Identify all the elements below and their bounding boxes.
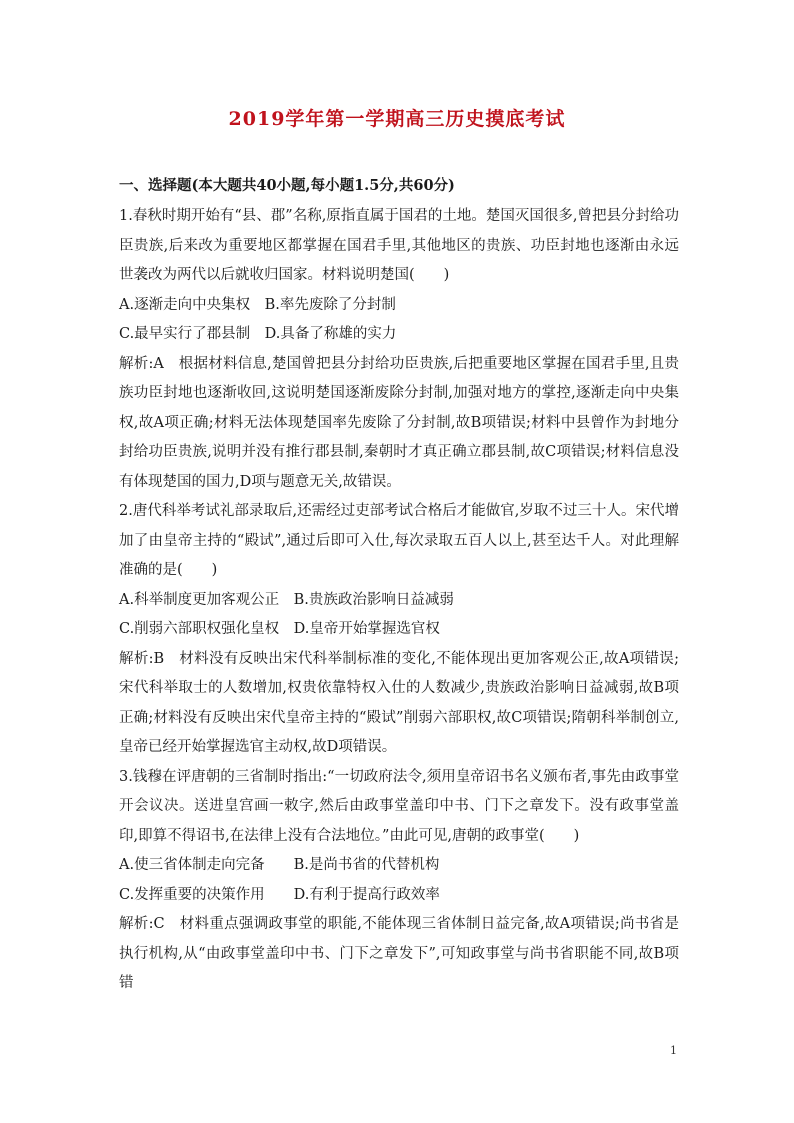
analysis-text: 解析:C 材料重点强调政事堂的职能,不能体现三省体制日益完备,故A项错误;尚书省是执行机构,从“由政事堂盖印中书、门下之章发下”,可知政事堂与尚书省职能不同,故B项错 — [119, 916, 679, 991]
question-3 — [119, 763, 679, 999]
options-line: A.科举制度更加客观公正 B.贵族政治影响日益减弱 — [119, 591, 454, 608]
question-1 — [119, 202, 679, 497]
options-line: C.发挥重要的决策作用 D.有利于提高行政效率 — [119, 886, 440, 903]
question-stem: 3.钱穆在评唐朝的三省制时指出:“一切政府法令,须用皇帝诏书名义颁布者,事先由政事堂开会议决。送进皇宫画一敕字,然后由政事堂盖印中书、门下之章发下。没有政事堂盖印,即算不得诏书,在法律上没有合法地位。”由此可见,唐朝的政事堂( ) — [119, 768, 679, 844]
question-2 — [119, 497, 679, 763]
options-line: C.最早实行了郡县制 D.具备了称雄的实力 — [119, 326, 397, 342]
question-stem: 1.春秋时期开始有“县、郡”名称,原指直属于国君的土地。楚国灭国很多,曾把县分封给功臣贵族,后来改为重要地区都掌握在国君手里,其他地区的贵族、功臣封地也逐渐由永远世袭改为两代以后就收归国家。材料说明楚国( ) — [119, 208, 679, 283]
exam-content — [119, 174, 679, 999]
options-line: A.逐渐走向中央集权 B.率先废除了分封制 — [119, 296, 396, 313]
analysis-text: 解析:B 材料没有反映出宋代科举制标准的变化,不能体现出更加客观公正,故A项错误;宋代科举取士的人数增加,权贵依靠特权入仕的人数减少,贵族政治影响日益减弱,故B项正确;材料没有反映出宋代皇帝主持的“殿试”削弱六部职权,故C项错误;隋朝科举制创立,皇帝已经开始掌握选官主动权,故D项错误。 — [119, 650, 679, 755]
question-stem: 2.唐代科举考试礼部录取后,还需经过吏部考试合格后才能做官,岁取不过三十人。宋代增加了由皇帝主持的“殿试”,通过后即可入仕,每次录取五百人以上,甚至达千人。对此理解准确的是( ) — [119, 503, 679, 578]
options-line: A.使三省体制走向完备 B.是尚书省的代替机构 — [119, 857, 440, 873]
page-number: 1 — [670, 1044, 677, 1057]
section-heading: 一、选择题(本大题共40小题,每小题1.5分,共60分) — [119, 177, 455, 194]
page-title: 2019学年第一学期高三历史摸底考试 — [228, 108, 566, 130]
analysis-text: 解析:A 根据材料信息,楚国曾把县分封给功臣贵族,后把重要地区掌握在国君手里,且贵族功臣封地也逐渐收回,这说明楚国逐渐废除分封制,加强对地方的掌控,逐渐走向中央集权,故A项正确;材料无法体现楚国率先废除了分封制,故B项错误;材料中县曾作为封地分封给功臣贵族,说明并没有推行郡县制,秦朝时才真正确立郡县制,故C项错误;材料信息没有体现楚国的国力,D项与题意无关,故错误。 — [119, 355, 679, 490]
options-line: C.削弱六部职权强化皇权 D.皇帝开始掌握选官权 — [119, 621, 440, 637]
